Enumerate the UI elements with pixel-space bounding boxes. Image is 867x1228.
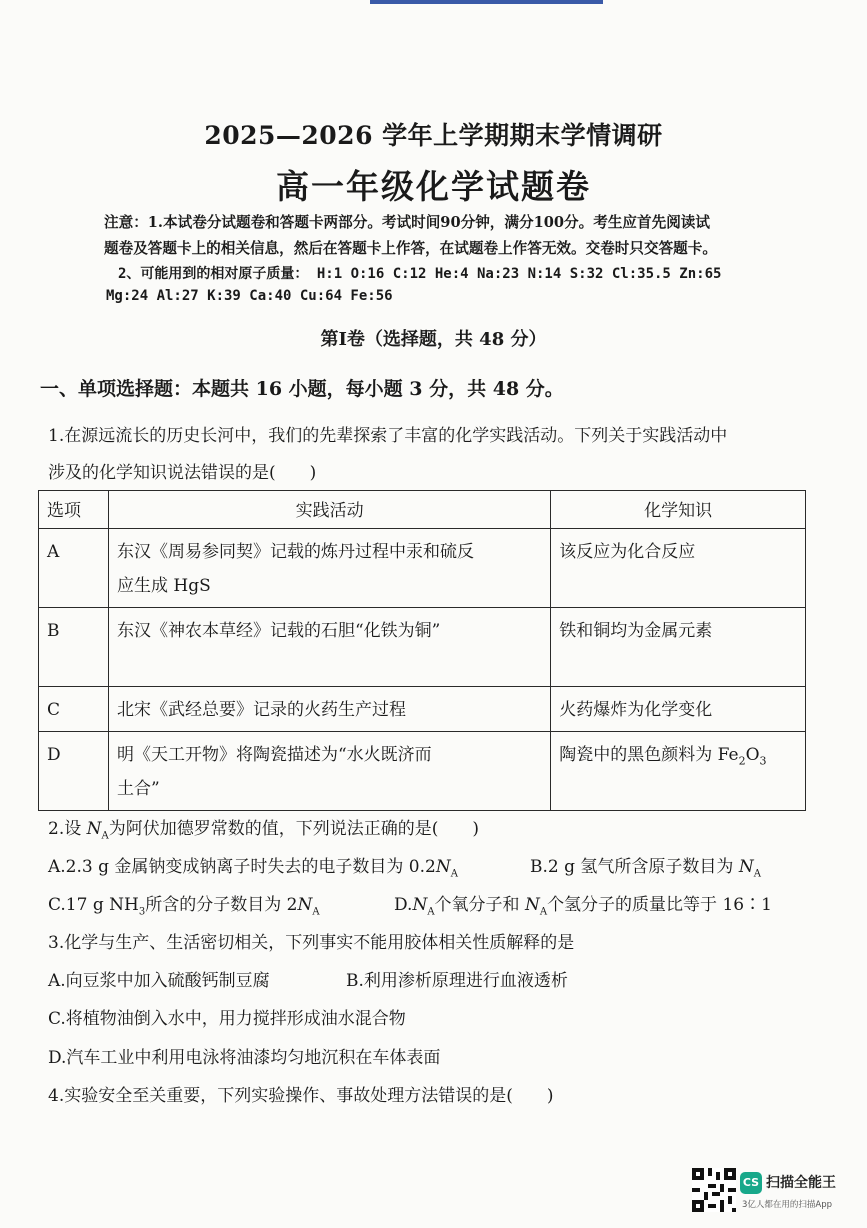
na-subscript: A [450, 868, 458, 880]
row-activity [108, 732, 550, 811]
app-slogan: 3亿人都在用的扫描App [742, 1200, 833, 1210]
row-knowledge: 铁和铜均为金属元素 [551, 608, 806, 687]
q1-stem-line1: 1.在源远流长的历史长河中，我们的先辈探索了丰富的化学实践活动。下列关于实践活动中 [48, 426, 728, 446]
na-symbol: N [524, 895, 540, 915]
q3-option-d: D.汽车工业中利用电泳将油漆均匀地沉积在车体表面 [48, 1048, 441, 1068]
table-header-row [39, 491, 806, 529]
q3-option-a: A.向豆浆中加入硫酸钙制豆腐 [48, 971, 270, 991]
q3-stem: 3.化学与生产、生活密切相关，下列事实不能用胶体相关性质解释的是 [48, 933, 575, 953]
formula-subscript: 3 [759, 754, 767, 768]
na-subscript: A [101, 830, 109, 842]
row-knowledge: 火药爆炸为化学变化 [551, 687, 806, 732]
na-symbol: N [297, 895, 313, 915]
q2-c-text-mid: 所含的分子数目为 2 [145, 895, 298, 915]
notice-line1: 注意：1.本试卷分试题卷和答题卡两部分。考试时间90分钟，满分100分。考生应首先阅读试 [104, 214, 710, 231]
table-row [39, 608, 806, 687]
activity-line: 土合” [116, 779, 160, 799]
q2-stem-pre: 2.设 [48, 819, 87, 839]
row-option: A [39, 529, 109, 608]
exam-title-line2: 高一年级化学试题卷 [276, 167, 591, 206]
formula-subscript: 2 [738, 754, 746, 768]
section1-title: 一、单项选择题：本题共 16 小题，每小题 3 分，共 48 分。 [40, 378, 564, 400]
q2-option-c [48, 890, 320, 917]
table-header-knowledge: 化学知识 [551, 491, 806, 529]
part1-title: 第Ⅰ卷（选择题，共 48 分） [320, 329, 547, 350]
row-option: C [39, 687, 109, 732]
q2-d-text: D. [394, 895, 413, 915]
activity-line: 应生成 HgS [116, 576, 211, 596]
app-name: 扫描全能王 [766, 1175, 836, 1191]
row-knowledge [551, 732, 806, 811]
table-header-option: 选项 [39, 491, 109, 529]
q3-option-c: C.将植物油倒入水中，用力搅拌形成油水混合物 [48, 1009, 406, 1029]
table-row [39, 732, 806, 811]
notice-line4: Mg:24 Al:27 K:39 Ca:40 Cu:64 Fe:56 [106, 288, 393, 304]
notice-line3: 2、可能用到的相对原子质量： H:1 O:16 C:12 He:4 Na:23 N:14 S:32 Cl:35.5 Zn:65 [118, 266, 722, 282]
q2-a-text: A.2.3 g 金属钠变成钠离子时失去的电子数目为 0.2 [48, 857, 436, 877]
na-symbol: N [738, 857, 754, 877]
formula-element: O [745, 745, 760, 765]
q2-d-text-post: 个氢分子的质量比等于 16∶1 [547, 895, 772, 915]
na-symbol: N [412, 895, 428, 915]
q1-stem-line2: 涉及的化学知识说法错误的是( ) [48, 463, 317, 483]
na-subscript: A [539, 906, 548, 918]
q2-c-text: C.17 g NH [48, 895, 139, 915]
q2-d-text-mid: 个氧分子和 [434, 895, 525, 915]
na-subscript: A [427, 906, 435, 918]
notice-line2: 题卷及答题卡上的相关信息，然后在答题卡上作答，在试题卷上作答无效。交卷时只交答题卡。 [104, 240, 717, 257]
row-option: B [39, 608, 109, 687]
row-option: D [39, 732, 109, 811]
row-activity [108, 529, 550, 608]
q2-stem [48, 814, 479, 841]
q2-option-d [394, 890, 772, 917]
na-symbol: N [435, 857, 451, 877]
activity-line: 东汉《周易参同契》记载的炼丹过程中汞和硫反 [116, 542, 474, 562]
formula-subscript: 3 [138, 906, 146, 918]
table-row [39, 529, 806, 608]
knowledge-text: 陶瓷中的黑色颜料为 Fe [559, 745, 739, 765]
qr-code-icon [692, 1168, 736, 1212]
q3-option-b: B.利用渗析原理进行血液透析 [346, 971, 568, 991]
row-activity: 北宋《武经总要》记录的火药生产过程 [108, 687, 550, 732]
q2-option-a [48, 852, 458, 879]
app-logo-badge: CS [740, 1172, 762, 1194]
row-knowledge: 该反应为化合反应 [551, 529, 806, 608]
q4-stem: 4.实验安全至关重要，下列实验操作、事故处理方法错误的是( ) [48, 1086, 554, 1106]
q2-stem-post: 为阿伏加德罗常数的值，下列说法正确的是( ) [108, 819, 479, 839]
na-subscript: A [312, 906, 320, 918]
scanner-watermark [692, 1168, 862, 1218]
na-symbol: N [86, 819, 102, 839]
exam-title-line1: 2025—2026 学年上学期期末学情调研 [204, 121, 663, 150]
q2-option-b [530, 852, 761, 879]
row-activity: 东汉《神农本草经》记载的石胆“化铁为铜” [108, 608, 550, 687]
table-row [39, 687, 806, 732]
q1-options-table [38, 490, 806, 811]
q2-b-text: B.2 g 氢气所含原子数目为 [530, 857, 739, 877]
activity-line: 明《天工开物》将陶瓷描述为“水火既济而 [116, 745, 432, 765]
table-header-activity: 实践活动 [108, 491, 550, 529]
na-subscript: A [753, 868, 761, 880]
scan-top-edge [370, 0, 603, 4]
